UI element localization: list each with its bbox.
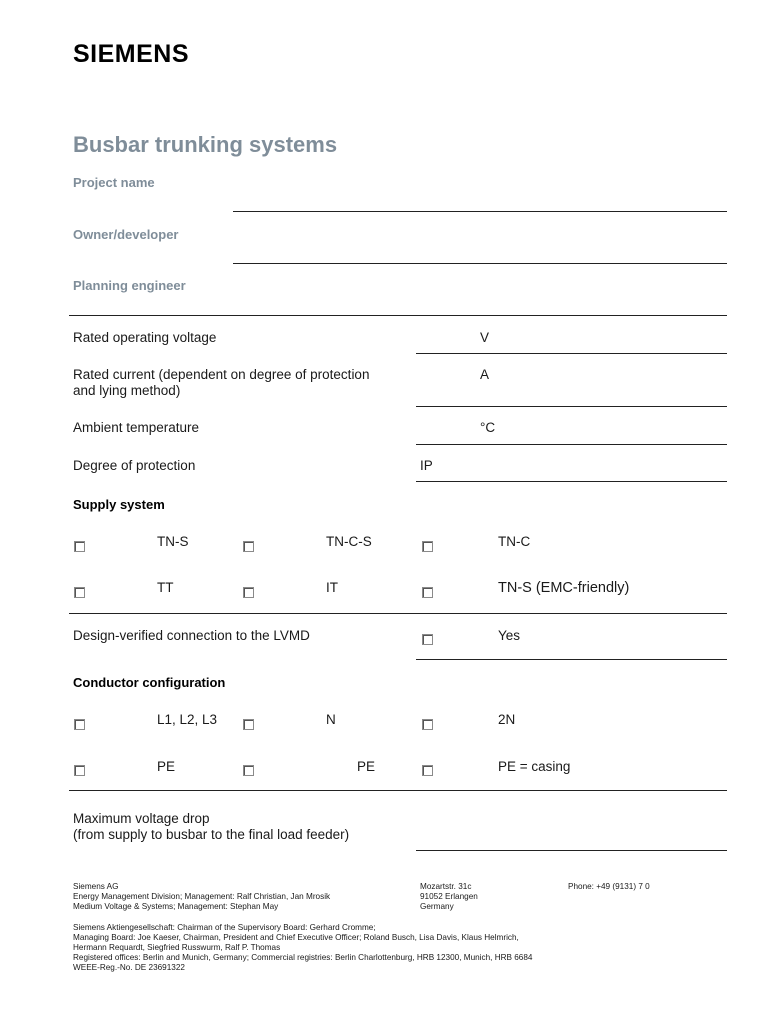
option-l1-l2-l3: L1, L2, L3 <box>157 712 218 727</box>
conductor-configuration-heading: Conductor configuration <box>73 675 226 690</box>
degree-of-protection-label: Degree of protection <box>73 458 196 473</box>
checkbox-l1-l2-l3[interactable] <box>74 719 85 730</box>
rated-voltage-unit: V <box>480 330 490 345</box>
option-n: N <box>326 712 336 727</box>
section-divider <box>69 790 727 791</box>
footer-legal-1: Siemens Aktiengesellschaft: Chairman of the Supervisory Board: Gerhard Cromme; <box>73 923 376 932</box>
voltage-drop-field[interactable] <box>416 850 727 851</box>
checkbox-tn-s[interactable] <box>74 541 85 552</box>
option-tn-s-emc: TN-S (EMC-friendly) <box>498 580 630 596</box>
rated-current-field[interactable] <box>416 406 727 407</box>
checkbox-n[interactable] <box>243 719 254 730</box>
checkbox-tn-c-s[interactable] <box>243 541 254 552</box>
lvmd-divider <box>416 659 727 660</box>
checkbox-2n[interactable] <box>422 719 433 730</box>
footer-division: Energy Management Division; Management: Ralf Christian, Jan Mrosik <box>73 892 331 901</box>
lvmd-connection-label: Design-verified connection to the LVMD <box>73 628 310 643</box>
ambient-temperature-label: Ambient temperature <box>73 420 200 435</box>
footer-legal-5: WEEE-Reg.-No. DE 23691322 <box>73 963 185 972</box>
checkbox-it[interactable] <box>243 587 254 598</box>
project-name-label: Project name <box>73 175 155 190</box>
degree-of-protection-unit: IP <box>420 458 433 473</box>
page-title: Busbar trunking systems <box>73 132 338 157</box>
checkbox-tt[interactable] <box>74 587 85 598</box>
option-it: IT <box>326 580 338 595</box>
planning-engineer-label: Planning engineer <box>73 278 186 293</box>
rated-voltage-label: Rated operating voltage <box>73 330 217 345</box>
checkbox-pe-1[interactable] <box>74 765 85 776</box>
footer-legal-3: Hermann Requardt, Siegfried Russwurm, Ralf P. Thomas <box>73 943 281 952</box>
option-pe-2: PE <box>357 759 376 774</box>
degree-of-protection-field[interactable] <box>416 481 727 482</box>
footer-mvs: Medium Voltage & Systems; Management: Stephan May <box>73 902 279 911</box>
option-tn-c: TN-C <box>498 534 531 549</box>
supply-system-heading: Supply system <box>73 497 165 512</box>
rated-current-label-line2: and lying method) <box>73 383 181 398</box>
footer-street: Mozartstr. 31c <box>420 882 472 891</box>
option-pe-casing: PE = casing <box>498 759 571 774</box>
footer-phone: Phone: +49 (9131) 7 0 <box>568 882 650 891</box>
owner-developer-label: Owner/developer <box>73 227 179 242</box>
checkbox-pe-2[interactable] <box>243 765 254 776</box>
footer-country: Germany <box>420 902 454 911</box>
rated-voltage-field[interactable] <box>416 353 727 354</box>
voltage-drop-label-line1: Maximum voltage drop <box>73 811 210 826</box>
section-divider <box>69 613 727 614</box>
option-tt: TT <box>157 580 174 595</box>
siemens-logo: SIEMENS <box>73 40 190 68</box>
option-tn-s: TN-S <box>157 534 189 549</box>
option-2n: 2N <box>498 712 516 727</box>
project-name-field[interactable] <box>233 211 727 212</box>
checkbox-pe-casing[interactable] <box>422 765 433 776</box>
checkbox-tn-s-emc[interactable] <box>422 587 433 598</box>
ambient-temperature-unit: °C <box>480 420 496 435</box>
rated-current-unit: A <box>480 367 490 382</box>
checkbox-tn-c[interactable] <box>422 541 433 552</box>
footer-city: 91052 Erlangen <box>420 892 478 901</box>
footer-legal-4: Registered offices: Berlin and Munich, Germany; Commercial registries: Berlin Charlottenburg, HRB 12300, Munich, HRB 6684 <box>73 953 533 962</box>
option-pe-1: PE <box>157 759 176 774</box>
checkbox-lvmd-yes[interactable] <box>422 634 433 645</box>
owner-developer-field[interactable] <box>233 263 727 264</box>
option-tn-c-s: TN-C-S <box>326 534 372 549</box>
section-divider <box>69 315 727 316</box>
footer-legal-2: Managing Board: Joe Kaeser, Chairman, President and Chief Executive Officer; Roland Busch, Lisa Davis, Klaus Helmrich, <box>73 933 519 942</box>
rated-current-label-line1: Rated current (dependent on degree of protection <box>73 367 370 382</box>
voltage-drop-label-line2: (from supply to busbar to the final load feeder) <box>73 827 350 842</box>
footer-company: Siemens AG <box>73 882 119 891</box>
ambient-temperature-field[interactable] <box>416 444 727 445</box>
option-lvmd-yes: Yes <box>498 628 521 643</box>
